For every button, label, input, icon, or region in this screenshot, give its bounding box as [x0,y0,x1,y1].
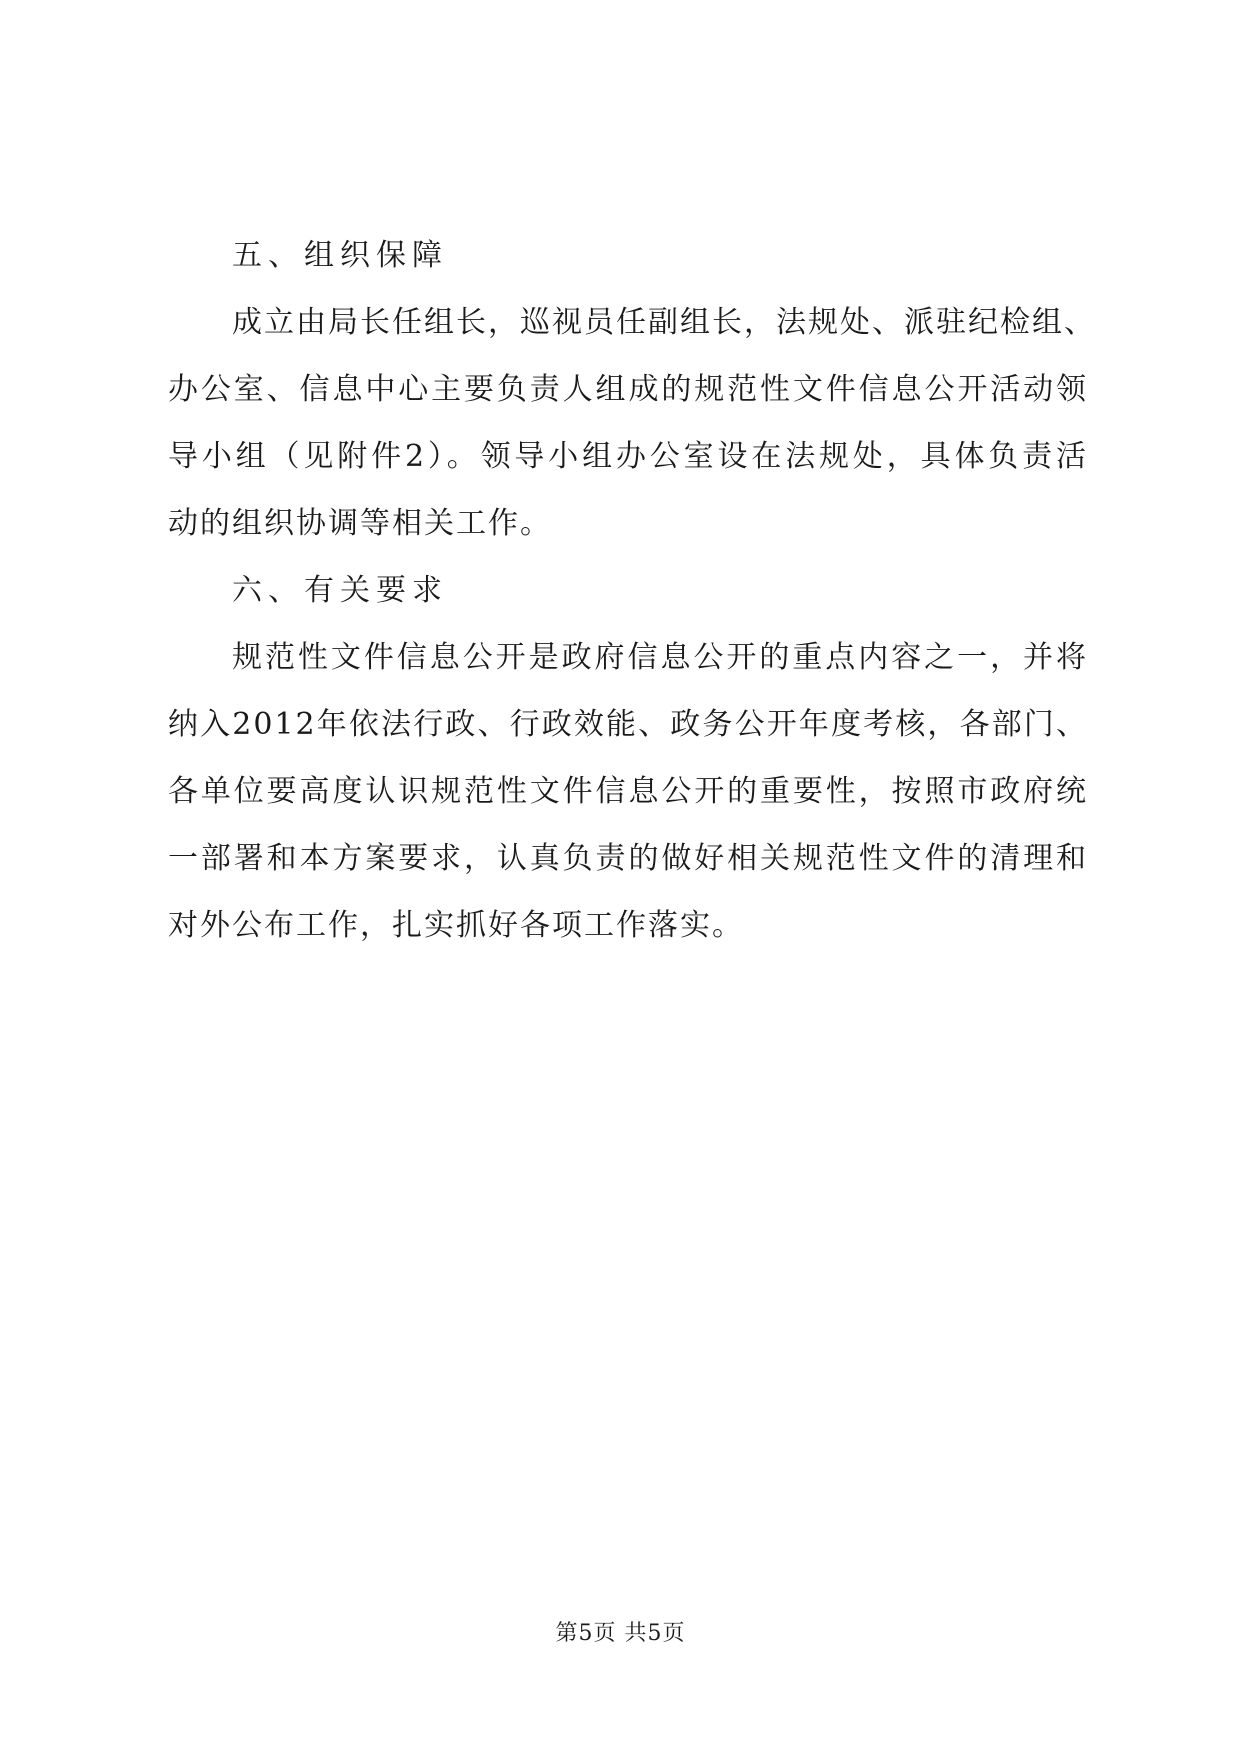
paragraph-line: 办公室、信息中心主要负责人组成的规范性文件信息公开活动领 [168,372,1088,407]
paragraph-line: 成立由局长任组长，巡视员任副组长，法规处、派驻纪检组、 [232,305,1096,340]
paragraph-line: 各单位要高度认识规范性文件信息公开的重要性，按照市政府统 [168,774,1088,809]
paragraph-line: 纳入2012年依法行政、行政效能、政务公开年度考核，各部门、 [168,707,1088,742]
page-number-footer: 第5页 共5页 [555,1621,686,1646]
section-heading-5: 五、组织保障 [232,238,448,273]
paragraph-line: 动的组织协调等相关工作。 [168,506,552,541]
document-body [168,222,1096,959]
paragraph-line: 一部署和本方案要求，认真负责的做好相关规范性文件的清理和 [168,841,1088,876]
paragraph-line: 规范性文件信息公开是政府信息公开的重点内容之一，并将 [232,640,1088,675]
section-heading-6: 六、有关要求 [232,573,448,608]
paragraph-line: 对外公布工作，扎实抓好各项工作落实。 [168,908,744,943]
paragraph-line: 导小组（见附件2）。领导小组办公室设在法规处，具体负责活 [168,439,1088,474]
